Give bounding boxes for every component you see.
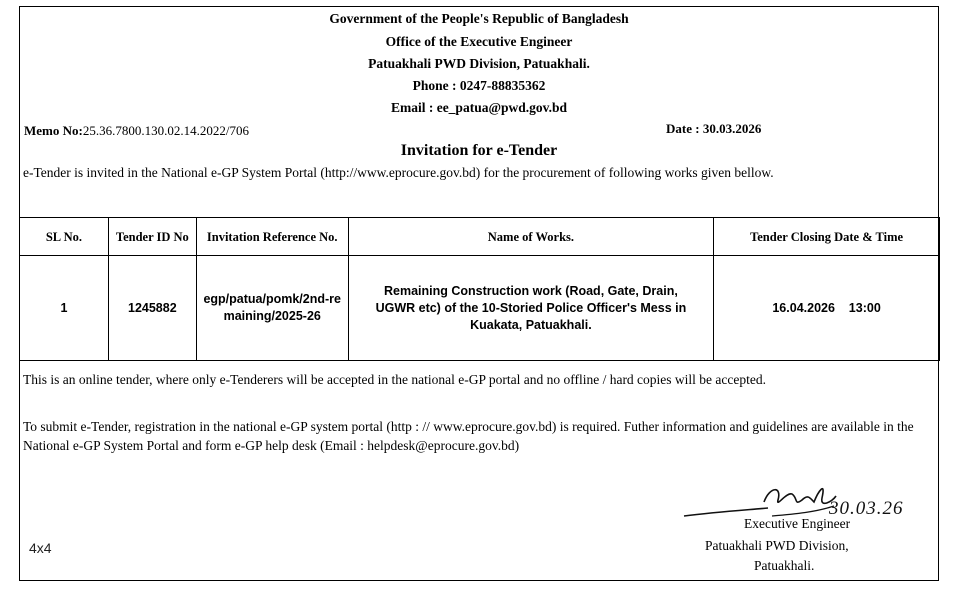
cell-tender-id: 1245882 <box>108 256 196 361</box>
signatory-role: Executive Engineer <box>744 516 851 531</box>
memo-value: 25.36.7800.130.02.14.2022/706 <box>82 123 249 138</box>
header-reference: Invitation Reference No. <box>196 218 348 256</box>
header-tender-id: Tender ID No <box>108 218 196 256</box>
header-works: Name of Works. <box>348 218 714 256</box>
cell-closing: 16.04.2026 13:00 <box>714 256 940 361</box>
memo-date: Date : 30.03.2026 <box>666 121 762 136</box>
signature-date: 30.03.26 <box>829 498 904 519</box>
memo-number <box>24 123 249 139</box>
header-sl: SL No. <box>20 218 109 256</box>
reference-code: 4x4 <box>29 540 52 556</box>
cell-works: Remaining Construction work (Road, Gate, Drain, UGWR etc) of the 10-Storied Police Officer's Mess in Kuakata, Patuakhali. <box>348 256 714 361</box>
header-office: Office of the Executive Engineer <box>385 34 573 49</box>
header-government: Government of the People's Republic of Bangladesh <box>329 11 629 26</box>
signatory-division: Patuakhali PWD Division, <box>705 538 849 553</box>
page-title: Invitation for e-Tender <box>400 142 558 159</box>
signatory-place: Patuakhali. <box>754 558 815 573</box>
table-row <box>20 256 940 361</box>
cell-sl: 1 <box>20 256 109 361</box>
table-header-row <box>20 218 940 256</box>
note-submission: To submit e-Tender, registration in the national e-GP system portal (http : // www.eprocure.gov.bd) is required. Futher information and guidelines are available in the National e-GP System Portal and form e-GP help desk (Email : helpdesk@eprocure.gov.bd) <box>23 419 914 453</box>
header-phone: Phone : 0247-88835362 <box>412 78 546 93</box>
tender-table <box>19 217 940 361</box>
cell-reference: egp/patua/pomk/2nd-remaining/2025-26 <box>196 256 348 361</box>
memo-label: Memo No: <box>24 123 83 138</box>
header-division: Patuakhali PWD Division, Patuakhali. <box>368 56 590 71</box>
header-email: Email : ee_patua@pwd.gov.bd <box>390 100 568 115</box>
header-closing: Tender Closing Date & Time <box>714 218 940 256</box>
intro-paragraph: e-Tender is invited in the National e-GP System Portal (http://www.eprocure.gov.bd) for the procurement of following works given bellow. <box>23 165 774 180</box>
note-online-tender: This is an online tender, where only e-Tenderers will be accepted in the national e-GP portal and no offline / hard copies will be accepted. <box>23 372 767 387</box>
